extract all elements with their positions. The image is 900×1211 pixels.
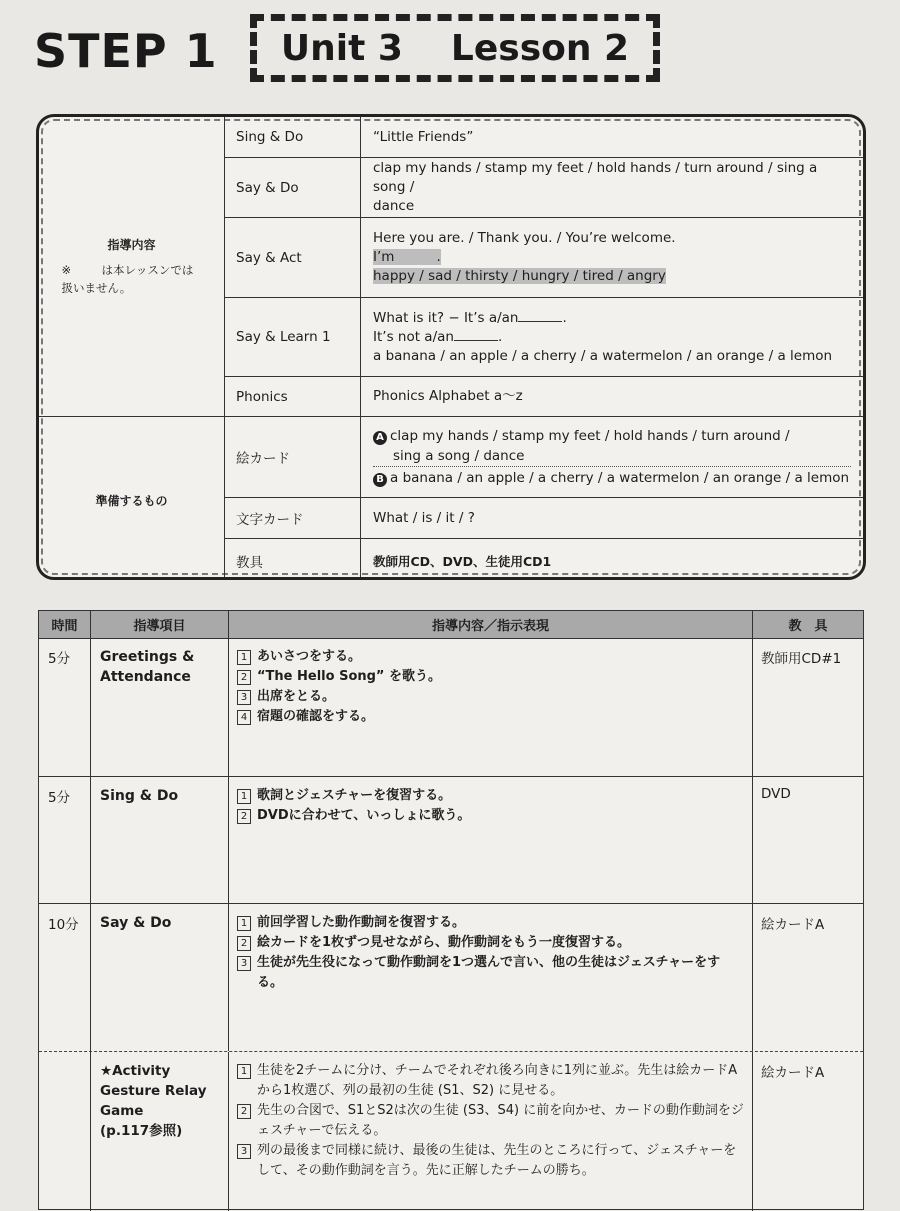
lesson-overview-table — [36, 114, 866, 580]
row-label: Sing & Do — [225, 117, 361, 157]
list-item: 1 前回学習した動作動詞を復習する。 — [237, 913, 744, 933]
fill-in-blank — [518, 321, 562, 322]
list-item: 2 絵カードを1枚ずつ見せながら、動作動詞をもう一度復習する。 — [237, 933, 744, 953]
section-preparation — [39, 417, 225, 580]
row-content — [361, 117, 863, 157]
row-label: Say & Learn 1 — [225, 298, 361, 376]
list-item: 2 DVDに合わせて、いっしょに歌う。 — [237, 806, 744, 826]
row-label: Say & Act — [225, 218, 361, 297]
step-number-icon: 4 — [237, 710, 251, 725]
content-line: B a banana / an apple / a cherry / a watermelon / an orange / a lemon — [373, 469, 851, 488]
time-cell — [39, 1052, 91, 1211]
content-line-highlighted — [373, 267, 851, 286]
lesson-schedule-table — [38, 610, 864, 1210]
step-number-icon: 1 — [237, 916, 251, 931]
row-label: 文字カード — [225, 498, 361, 538]
step-number-icon: 3 — [237, 956, 251, 971]
step-number-icon: 2 — [237, 936, 251, 951]
tool-cell: 教師用CD#1 — [761, 651, 842, 667]
overview-row — [225, 417, 863, 498]
header-content: 指導内容／指示表現 — [229, 611, 753, 638]
overview-row — [225, 158, 863, 218]
item-cell: Sing & Do — [91, 777, 229, 903]
content-line: clap my hands / stamp my feet / hold hands / turn around / sing a song / — [373, 160, 818, 195]
content-line: What is it? − It’s a/an . — [373, 309, 567, 326]
overview-row — [225, 218, 863, 298]
overview-row — [225, 498, 863, 539]
overview-row — [225, 117, 863, 158]
unit-lesson-title-box — [250, 14, 660, 82]
content-line: “Little Friends” — [373, 128, 474, 145]
table-row — [39, 638, 863, 777]
row-label: 教具 — [225, 539, 361, 580]
overview-row — [225, 298, 863, 377]
content-line: Phonics Alphabet a〜z — [373, 388, 523, 404]
page-header — [0, 0, 900, 100]
row-content — [361, 377, 863, 416]
section-note-text: ※ は本レッスンでは扱いません。 — [61, 263, 194, 295]
section-teaching-content — [39, 117, 225, 417]
overview-row — [225, 377, 863, 417]
row-label: Phonics — [225, 377, 361, 416]
item-cell: Say & Do — [91, 904, 229, 1051]
step-number-icon: 2 — [237, 670, 251, 685]
row-content — [361, 498, 863, 538]
step-number-icon: 2 — [237, 1104, 251, 1119]
table-row — [39, 777, 863, 904]
content-cell — [229, 904, 753, 1051]
content-line: 教師用CD、DVD、生徒用CD1 — [373, 553, 552, 569]
row-content — [361, 158, 863, 217]
content-line: A clap my hands / stamp my feet / hold hands / turn around / — [373, 427, 851, 446]
section-note — [62, 261, 202, 297]
list-item: 3 生徒が先生役になって動作動詞を1つ選んで言い、他の生徒はジェスチャーをする。 — [237, 953, 744, 993]
step-number-icon: 1 — [237, 1064, 251, 1079]
step-number-icon: 2 — [237, 809, 251, 824]
row-content — [361, 218, 863, 297]
content-line: What / is / it / ? — [373, 509, 475, 526]
tool-cell: 絵カードA — [761, 1065, 825, 1081]
list-item: 1 あいさつをする。 — [237, 647, 744, 667]
tool-cell: 絵カードA — [761, 917, 825, 933]
time-cell: 5分 — [39, 777, 91, 903]
unit-label: Unit 3 — [280, 27, 403, 69]
content-line: a banana / an apple / a cherry / a watermelon / an orange / a lemon — [373, 347, 833, 364]
schedule-header-row — [39, 611, 863, 639]
time-cell: 10分 — [39, 904, 91, 1051]
section-title-teaching: 指導内容 — [107, 238, 156, 252]
fill-in-blank — [454, 340, 498, 341]
highlighted-text: happy / sad / thirsty / hungry / tired / angry — [373, 268, 666, 284]
step-number-icon: 3 — [237, 690, 251, 705]
header-time: 時間 — [39, 611, 91, 638]
list-item: 3 出席をとる。 — [237, 687, 744, 707]
row-label: Say & Do — [225, 158, 361, 217]
content-line: dance — [373, 198, 415, 214]
marker-b-icon: B — [373, 473, 387, 487]
table-row — [39, 1052, 863, 1211]
item-cell: Greetings & Attendance — [91, 638, 229, 776]
list-item: 1 歌詞とジェスチャーを復習する。 — [237, 786, 744, 806]
content-cell — [229, 638, 753, 776]
marker-a-icon: A — [373, 431, 387, 445]
list-item: 2 “The Hello Song” を歌う。 — [237, 667, 744, 687]
row-content — [361, 417, 863, 497]
item-cell: ★Activity Gesture Relay Game (p.117参照) — [91, 1052, 229, 1211]
content-cell — [229, 777, 753, 903]
step-number-icon: 3 — [237, 1144, 251, 1159]
header-item: 指導項目 — [91, 611, 229, 638]
step-number-icon: 1 — [237, 789, 251, 804]
overview-row — [225, 539, 863, 580]
highlighted-text: I’m . — [373, 249, 441, 265]
content-line: sing a song / dance — [373, 447, 851, 467]
content-cell — [229, 1052, 753, 1211]
row-content — [361, 539, 863, 580]
list-item: 2 先生の合図で、S1とS2は次の生徒 (S3、S4) に前を向かせ、カードの動作動詞をジェスチャーで伝える。 — [237, 1101, 744, 1141]
list-item: 1 生徒を2チームに分け、チームでそれぞれ後ろ向きに1列に並ぶ。先生は絵カードAから1枚選び、列の最初の生徒 (S1、S2) に見せる。 — [237, 1061, 744, 1101]
row-content — [361, 298, 863, 376]
tool-cell: DVD — [761, 786, 791, 802]
lesson-label: Lesson 2 — [450, 27, 630, 69]
time-cell: 5分 — [39, 638, 91, 776]
header-tools: 教 具 — [788, 619, 828, 634]
content-line: Here you are. / Thank you. / You’re welcome. — [373, 230, 676, 246]
content-line-highlighted — [373, 248, 851, 267]
table-row — [39, 904, 863, 1052]
step-label: STEP 1 — [34, 24, 218, 78]
list-item: 4 宿題の確認をする。 — [237, 707, 744, 727]
content-line: It’s not a/an . — [373, 328, 503, 345]
section-title-preparation: 準備するもの — [95, 493, 168, 508]
row-label: 絵カード — [225, 417, 361, 497]
list-item: 3 列の最後まで同様に続け、最後の生徒は、先生のところに行って、ジェスチャーをして、その動作動詞を言う。先に正解したチームの勝ち。 — [237, 1141, 744, 1181]
step-number-icon: 1 — [237, 650, 251, 665]
